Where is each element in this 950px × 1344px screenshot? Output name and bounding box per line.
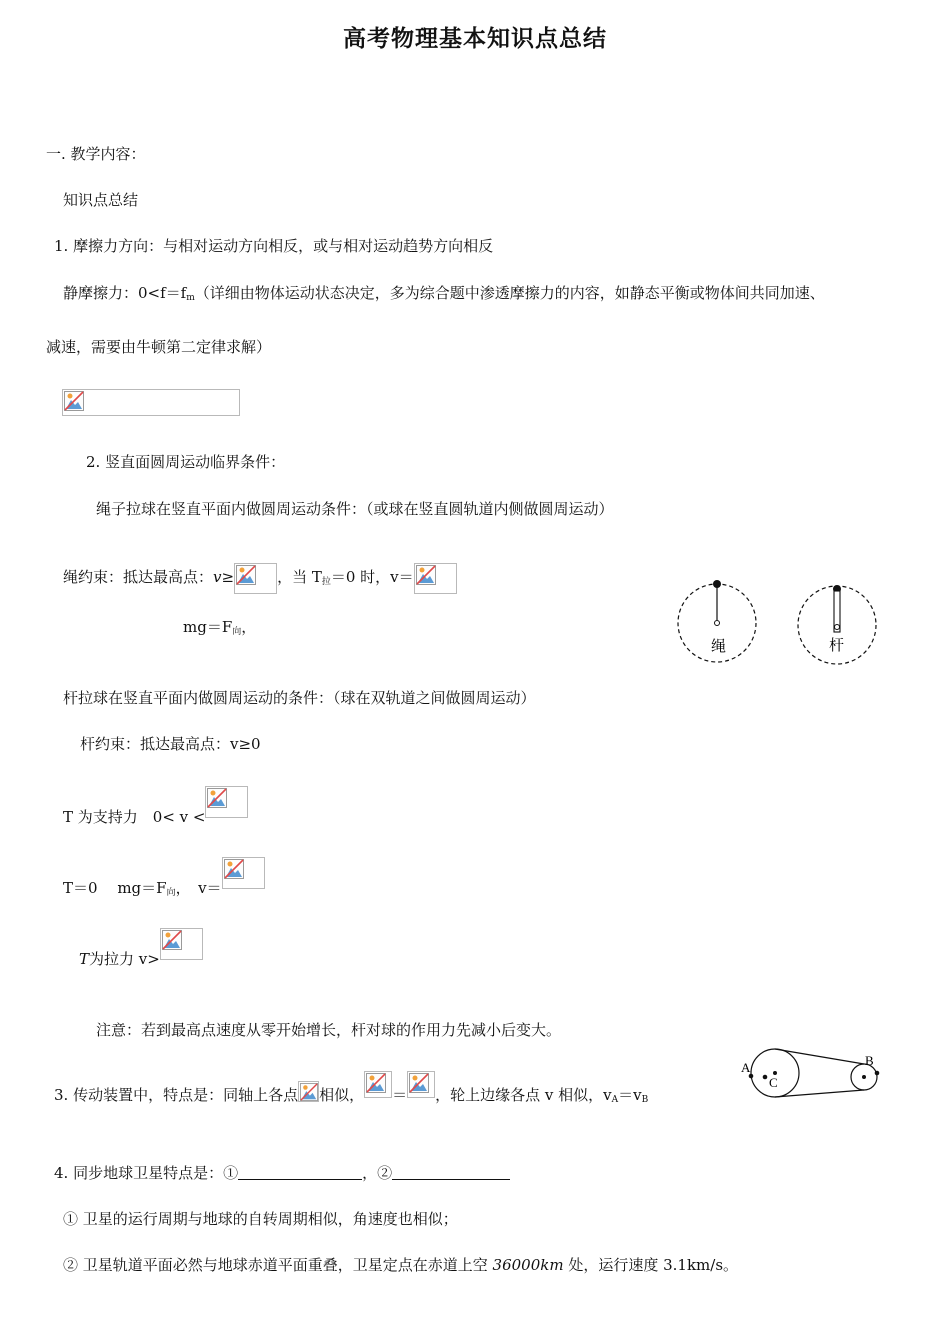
broken-image-icon xyxy=(409,1073,429,1093)
item4-satellite: 4. 同步地球卫星特点是：① ，② xyxy=(54,1163,510,1183)
item1-label: 1. 摩擦力方向：与相对运动方向相反，或与相对运动趋势方向相反 xyxy=(54,237,494,255)
label-c: C xyxy=(769,1075,778,1090)
broken-image-icon xyxy=(224,859,244,879)
point-b xyxy=(875,1071,880,1076)
item2-label: 2. 竖直面圆周运动临界条件： xyxy=(86,453,286,471)
rope-intro: 绳子拉球在竖直平面内做圆周运动条件：（或球在竖直圆轨道内侧做圆周运动） xyxy=(96,500,614,518)
rod-intro: 杆拉球在竖直平面内做圆周运动的条件：（球在双轨道之间做圆周运动） xyxy=(63,689,536,707)
answer-blank-2 xyxy=(392,1165,510,1180)
rope-condition: 绳约束：抵达最高点：v≥ ，当 $T_拉=0$ 时，v＝ xyxy=(63,562,457,597)
rope-mg-equation: $mg=F_向$， xyxy=(183,618,257,637)
broken-image-icon xyxy=(207,788,227,808)
rod-support-condition: T 为支持力 0< v < xyxy=(63,786,248,833)
pulley-belt-diagram xyxy=(738,1043,888,1105)
point-c xyxy=(763,1075,768,1080)
circular-motion-diagram xyxy=(674,580,884,668)
friction-image-placeholder xyxy=(62,389,240,416)
page-title: 高考物理基本知识点总结 xyxy=(343,25,607,52)
item1-static-friction: 静摩擦力：$0<f=f_m$（详细由物体运动状态决定，多为综合题中渗透摩擦力的内容，如静态平衡或物体间共同加速、 xyxy=(63,284,825,303)
label-a: A xyxy=(741,1060,751,1075)
rope-center xyxy=(715,621,720,626)
satellite-point-1: ① 卫星的运行周期与地球的自转周期相似，角速度也相似； xyxy=(63,1210,458,1228)
section-heading: 一. 教学内容： xyxy=(46,145,146,163)
rod-tension-condition: T为拉力 v> xyxy=(79,928,203,975)
item3-transmission: 3. 传动装置中，特点是：同轴上各点 相似， ＝ ，轮上边缘各点 v 相似，$v_A=v_B$ xyxy=(54,1071,648,1115)
label-b: B xyxy=(865,1053,874,1068)
broken-image-icon xyxy=(64,391,84,411)
rod-center xyxy=(835,625,840,630)
rod-label: 杆 xyxy=(829,636,845,654)
broken-image-icon xyxy=(416,565,436,585)
rod-limit: 杆约束：抵达最高点：v≥0 xyxy=(80,735,261,753)
belt-top xyxy=(775,1049,864,1064)
section-subheading: 知识点总结 xyxy=(63,191,139,209)
rod-note: 注意：若到最高点速度从零开始增长，杆对球的作用力先减小后变大。 xyxy=(96,1021,562,1039)
broken-image-icon xyxy=(300,1083,318,1101)
small-pulley-axle xyxy=(862,1075,866,1079)
broken-image-icon xyxy=(366,1073,386,1093)
rope-label: 绳 xyxy=(711,637,727,655)
answer-blank-1 xyxy=(238,1165,362,1180)
rod-zero-condition: T＝0 $mg=F_向$， v＝ xyxy=(63,857,265,909)
item1-static-friction-cont: 减速，需要由牛顿第二定律求解） xyxy=(46,338,272,356)
broken-image-icon xyxy=(236,565,256,585)
broken-image-icon xyxy=(162,930,182,950)
satellite-point-2: ② 卫星轨道平面必然与地球赤道平面重叠，卫星定点在赤道上空 36000km 处，运行速度 3.1km/s。 xyxy=(63,1256,739,1274)
